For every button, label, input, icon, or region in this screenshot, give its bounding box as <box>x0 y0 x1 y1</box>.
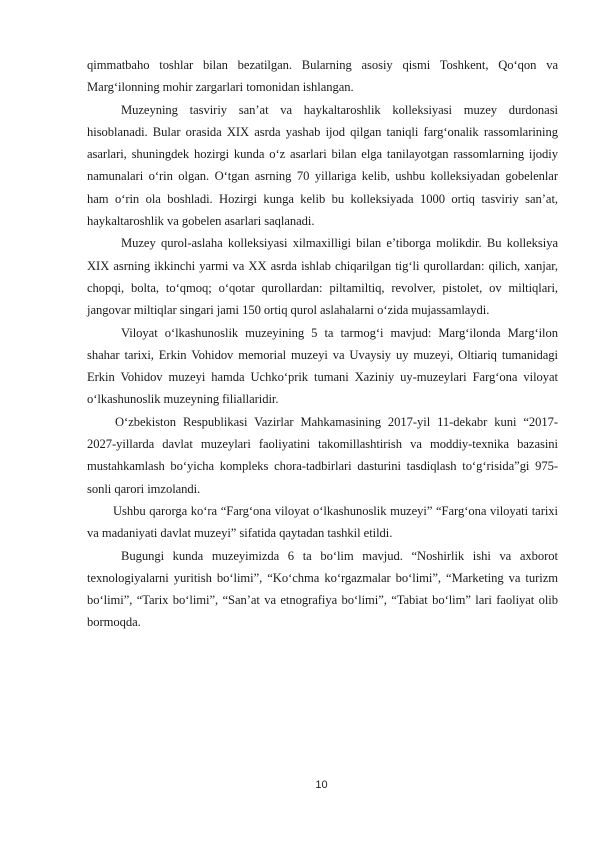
paragraph-reorganization: Ushbu qarorga ko‘ra “Farg‘ona viloyat o‘lkashunoslik muzeyi” “Farg‘ona viloyati tarixi va madaniyati davlat muzeyi” sifatida qaytadan tashkil etildi. <box>87 503 558 541</box>
paragraph-weapons-collection: Muzey qurol-aslaha kolleksiyasi xilmaxilligi bilan e’tiborga molikdir. Bu kolleksiya XIX asrning ikkinchi yarmi va XX asrda ishlab chiqarilgan tig‘li qurollardan: qilich, xanjar, chopqi, bolta, to‘qmoq; o‘qotar qurollardan: piltamiltiq, revolver, pistolet, ov miltiqlari, jangovar miltiqlar singari jami 150 ortiq qurol aslahalarni o‘zida mujassamlaydi. <box>87 236 558 318</box>
paragraph-fine-art-collection: Muzeyning tasviriy san’at va haykaltaroshlik kolleksiyasi muzey durdonasi hisoblanadi. Bular orasida XIX asrda yashab ijod qilgan taniqli farg‘onalik rassomlarining asarlari, shuningdek hozirgi kunda o‘z asarlari bilan elga tanilayotgan rassomlarning ijodiy namunalari o‘rin olgan. O‘tgan asrning 70 yillariga kelib, ushbu kolleksiyadan gobelenlar ham o‘rin ola boshladi. Hozirgi kunga kelib bu kolleksiyada 1000 ortiq tasviriy san’at, haykaltaroshlik va gobelen asarlari saqlanadi. <box>87 102 558 229</box>
document-body <box>87 54 558 634</box>
page-number: 10 <box>315 779 328 791</box>
paragraph-government-resolution: O‘zbekiston Respublikasi Vazirlar Mahkamasining 2017-yil 11-dekabr kuni “2017-2027-yillarda davlat muzeylari faoliyatini takomillashtirish va moddiy-texnika bazasini mustahkamlash bo‘yicha kompleks chora-tadbirlari dasturini tasdiqlash to‘g‘risida”gi 975-sonli qarori imzolandi. <box>87 414 558 496</box>
paragraph-departments: Bugungi kunda muzeyimizda 6 ta bo‘lim mavjud. “Noshirlik ishi va axborot texnologiyalarni yuritish bo‘limi”, “Ko‘chma ko‘rgazmalar bo‘limi”, “Marketing va turizm bo‘limi”, “Tarix bo‘limi”, “San’at va etnografiya bo‘limi”, “Tabiat bo‘lim” lari faoliyat olib bormoqda. <box>87 548 558 630</box>
paragraph-continuation: qimmatbaho toshlar bilan bezatilgan. Bularning asosiy qismi Toshkent, Qo‘qon va Marg‘ilonning mohir zargarlari tomonidan ishlangan. <box>87 58 558 95</box>
paragraph-museum-branches: Viloyat o‘lkashunoslik muzeyining 5 ta tarmog‘i mavjud: Marg‘ilonda Marg‘ilon shahar tarixi, Erkin Vohidov memorial muzeyi va Uvaysiy uy muzeyi, Oltiariq tumanidagi Erkin Vohidov muzeyi hamda Uchko‘prik tumani Xaziniy uy-muzeylari Farg‘ona viloyat o‘lkashunoslik muzeyning filiallaridir. <box>87 325 558 407</box>
